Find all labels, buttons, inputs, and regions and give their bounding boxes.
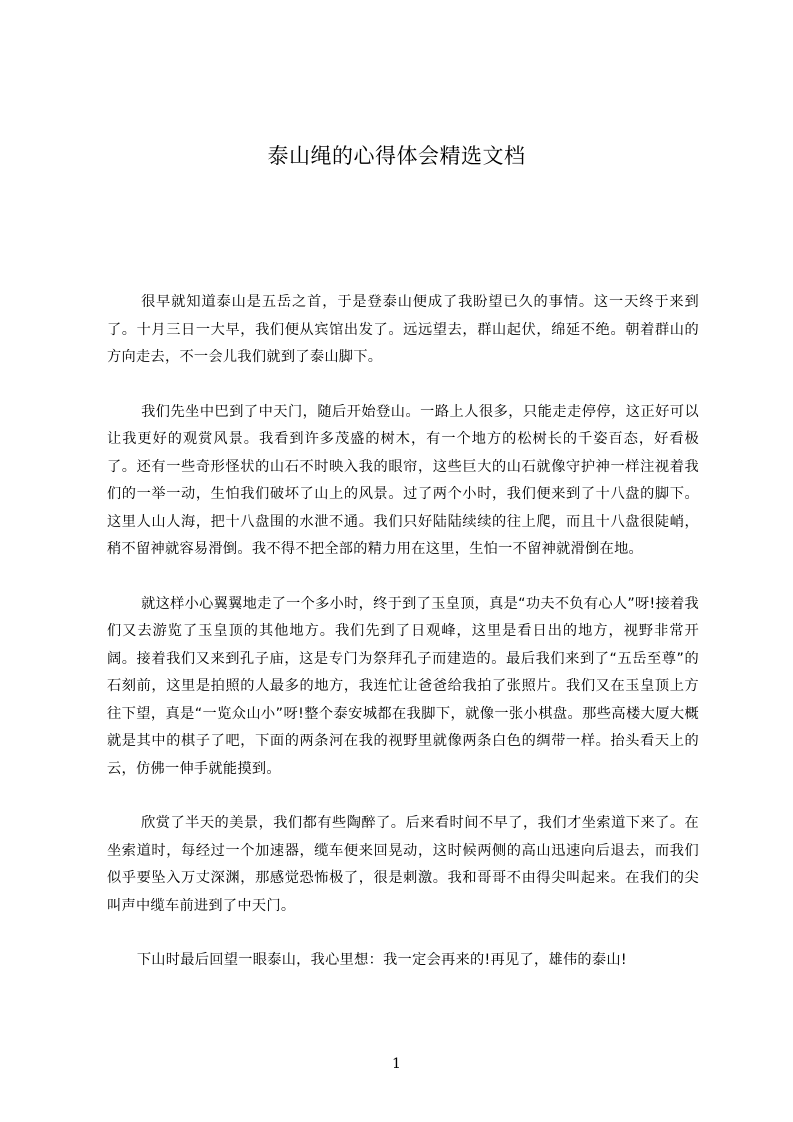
document-title: 泰山绳的心得体会精选文档 [267,144,526,168]
page-number: 1 [392,1056,401,1072]
paragraph-3: 就这样小心翼翼地走了一个多小时，终于到了玉皇顶，真是“功夫不负有心人”呀!接着我们又去游览了玉皇顶的其他地方。我们先到了日观峰，这里是看日出的地方，视野非常开阔。接着我们又来到孔子庙，这是专门为祭拜孔子而建造的。最后我们来到了“五岳至尊”的石刻前，这里是拍照的人最多的地方，我连忙让爸爸给我拍了张照片。我们又在玉皇顶上方往下望，真是“一览众山小”呀!整个泰安城都在我脚下，就像一张小棋盘。那些高楼大厦大概就是其中的棋子了吧，下面的两条河在我的视野里就像两条白色的绸带一样。抬头看天上的云，仿佛一伸手就能摸到。 [107,595,699,777]
paragraph-2: 我们先坐中巴到了中天门，随后开始登山。一路上人很多，只能走走停停，这正好可以让我更好的观赏风景。我看到许多茂盛的树木，有一个地方的松树长的千姿百态，好看极了。还有一些奇形怪状的山石不时映入我的眼帘，这些巨大的山石就像守护神一样注视着我们的一举一动，生怕我们破坏了山上的风景。过了两个小时，我们便来到了十八盘的脚下。这里人山人海，把十八盘围的水泄不通。我们只好陆陆续续的往上爬，而且十八盘很陡峭，稍不留神就容易滑倒。我不得不把全部的精力用在这里，生怕一不留神就滑倒在地。 [107,403,699,557]
paragraph-5: 下山时最后回望一眼泰山，我心里想：我一定会再来的!再见了，雄伟的泰山! [136,952,627,968]
paragraph-1: 很早就知道泰山是五岳之首，于是登泰山便成了我盼望已久的事情。这一天终于来到了。十月三日一大早，我们便从宾馆出发了。远远望去，群山起伏，绵延不绝。朝着群山的方向走去，不一会儿我们就到了泰山脚下。 [107,294,699,365]
paragraph-4: 欣赏了半天的美景，我们都有些陶醉了。后来看时间不早了，我们才坐索道下来了。在坐索道时，每经过一个加速器，缆车便来回晃动，这时候两侧的高山迅速向后退去，而我们似乎要坠入万丈深渊，那感觉恐怖极了，很是刺激。我和哥哥不由得尖叫起来。在我们的尖叫声中缆车前进到了中天门。 [107,815,699,914]
document-body [107,289,699,1002]
